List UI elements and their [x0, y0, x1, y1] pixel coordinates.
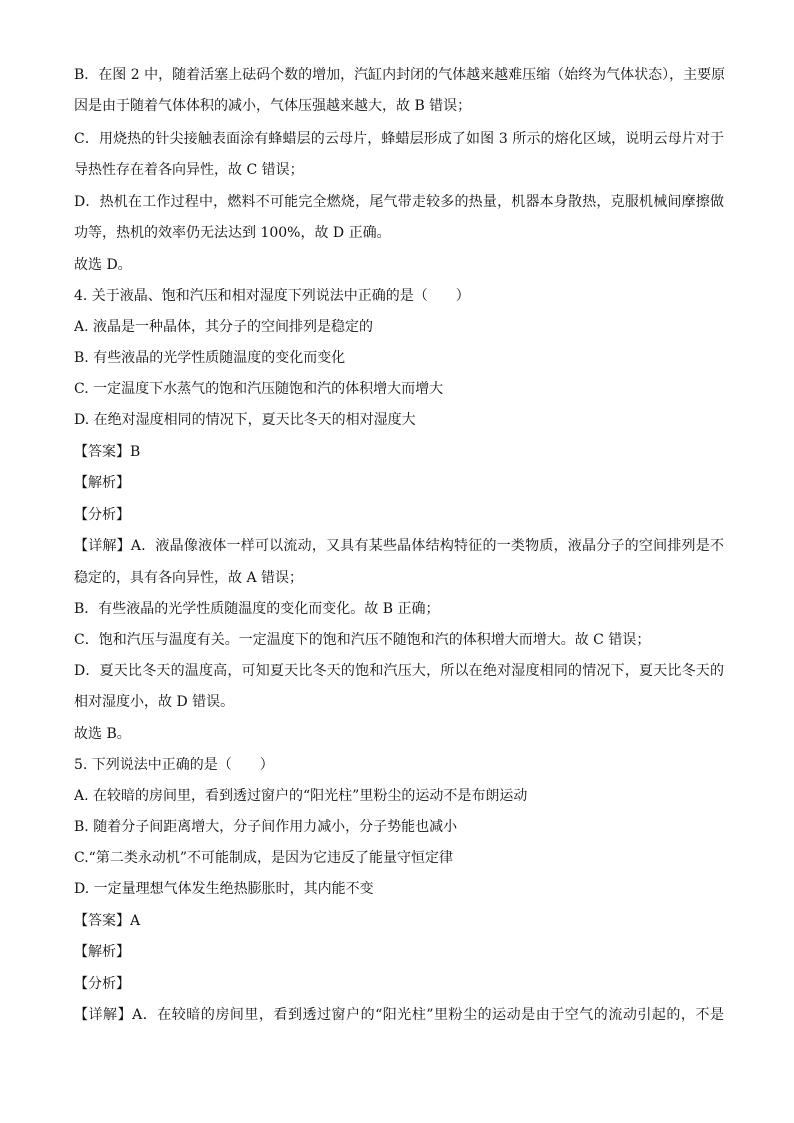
text-line: 功等，热机的效率仍无法达到 100%，故 D 正确。	[74, 225, 391, 241]
text-line: 导热性存在着各向异性，故 C 错误；	[74, 162, 304, 178]
text-line: 故选 B。	[74, 726, 131, 742]
text-line: D．夏天比冬天的温度高，可知夏天比冬天的饱和汽压大，所以在绝对湿度相同的情况下，夏天比冬天的	[74, 663, 724, 679]
text-line: B．有些液晶的光学性质随温度的变化而变化。故 B 正确；	[74, 601, 440, 617]
text-line: C．饱和汽压与温度有关。一定温度下的饱和汽压不随饱和汽的体积增大而增大。故 C 错误；	[74, 632, 651, 648]
option-c: C.“第二类永动机”不可能制成，是因为它违反了能量守恒定律	[74, 850, 453, 866]
analysis-label: 【解析】	[74, 944, 130, 960]
option-d: D. 在绝对湿度相同的情况下，夏天比冬天的相对湿度大	[74, 412, 416, 428]
text-line: 相对湿度小，故 D 错误。	[74, 694, 235, 710]
answer-label: 【答案】A	[74, 913, 141, 929]
option-a: A. 液晶是一种晶体，其分子的空间排列是稳定的	[74, 319, 374, 335]
text-line: 【详解】A．液晶像液体一样可以流动，又具有某些晶体结构特征的一类物质，液晶分子的空间排列是不	[74, 538, 724, 554]
option-b: B. 有些液晶的光学性质随温度的变化而变化	[74, 350, 346, 366]
text-line: 稳定的，具有各向异性，故 A 错误；	[74, 570, 304, 586]
question-stem: 5. 下列说法中正确的是（ ）	[74, 757, 274, 773]
text-line: 故选 D。	[74, 257, 132, 273]
answer-label: 【答案】B	[74, 444, 141, 460]
text-line: C．用烧热的针尖接触表面涂有蜂蜡层的云母片，蜂蜡层形成了如图 3 所示的熔化区域，说明云母片对于	[74, 131, 724, 147]
option-c: C. 一定温度下水蒸气的饱和汽压随饱和汽的体积增大而增大	[74, 381, 444, 397]
text-line: 因是由于随着气体体积的减小，气体压强越来越大，故 B 错误；	[74, 98, 472, 114]
text-line: D．热机在工作过程中，燃料不可能完全燃烧，尾气带走较多的热量，机器本身散热，克服机械间摩擦做	[74, 194, 724, 210]
analysis-label: 【解析】	[74, 475, 130, 491]
option-a: A. 在较暗的房间里，看到透过窗户的“阳光柱”里粉尘的运动不是布朗运动	[74, 788, 528, 804]
text-line: B．在图 2 中，随着活塞上砝码个数的增加，汽缸内封闭的气体越来越难压缩（始终为气体状态），主要原	[74, 67, 726, 83]
fenxi-label: 【分析】	[74, 976, 130, 992]
question-stem: 4. 关于液晶、饱和汽压和相对湿度下列说法中正确的是（ ）	[74, 288, 470, 304]
option-b: B. 随着分子间距离增大，分子间作用力减小，分子势能也减小	[74, 819, 458, 835]
fenxi-label: 【分析】	[74, 507, 130, 523]
option-d: D. 一定量理想气体发生绝热膨胀时，其内能不变	[74, 881, 374, 897]
text-line: 【详解】A．在较暗的房间里，看到透过窗户的“阳光柱”里粉尘的运动是由于空气的流动引起的，不是	[74, 1007, 724, 1023]
